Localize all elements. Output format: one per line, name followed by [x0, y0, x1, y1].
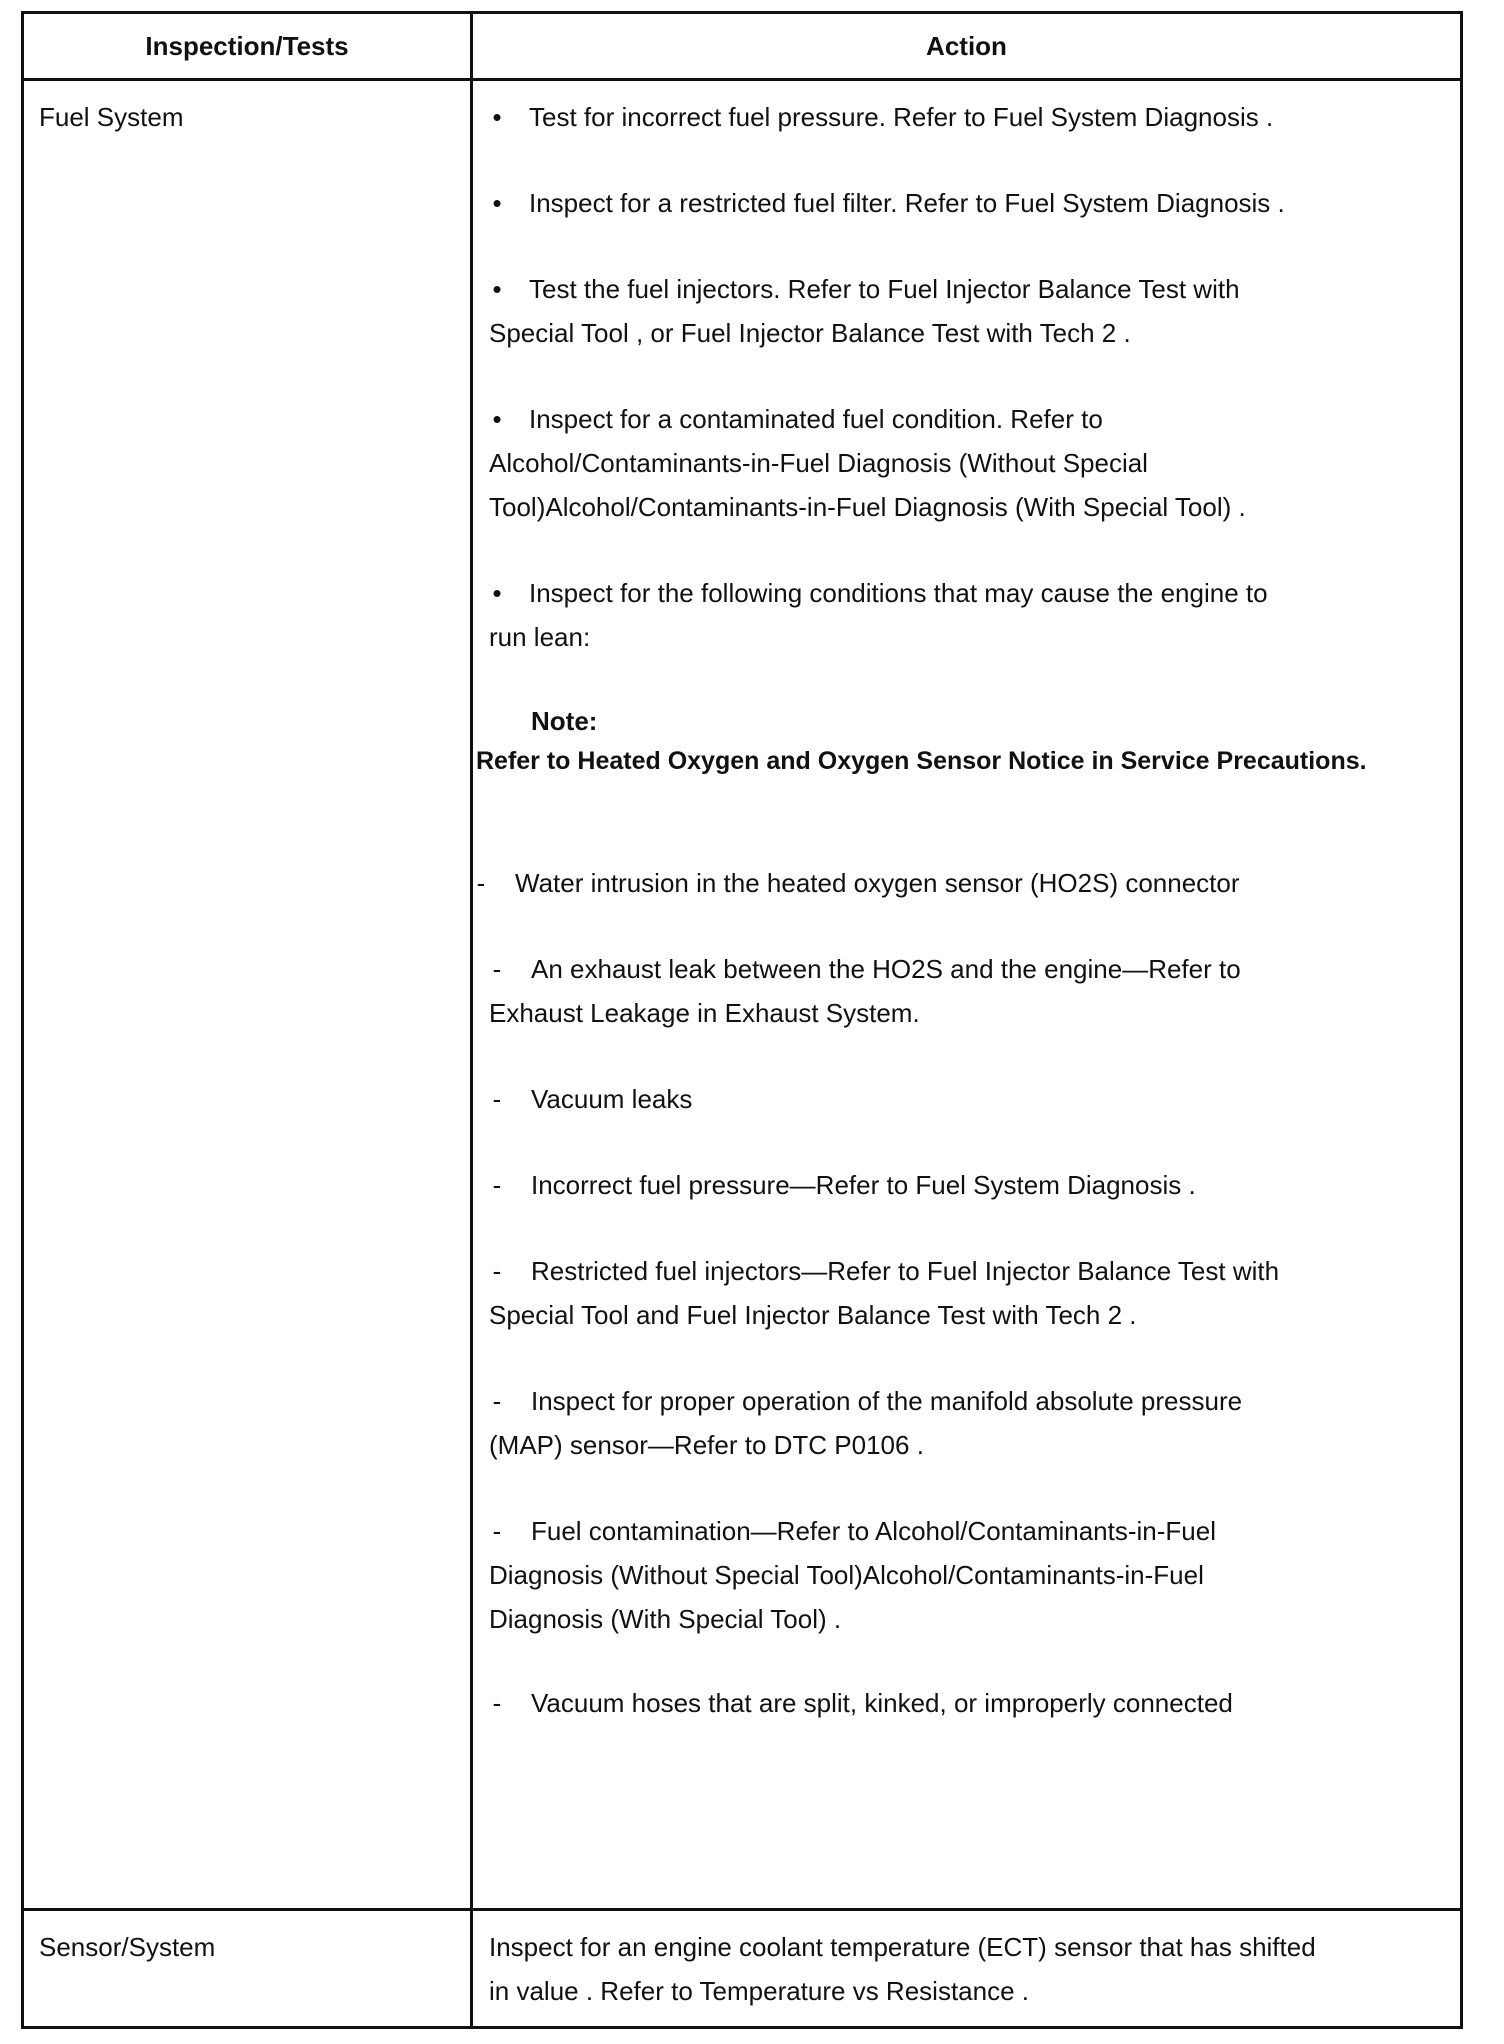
bullet-marker: • — [492, 188, 502, 218]
bullet-text: Test the fuel injectors. Refer to Fuel Injector Balance Test with — [529, 274, 1240, 304]
sensor-system-text: Inspect for an engine coolant temperature (ECT) sensor that has shifted — [489, 1932, 1316, 1962]
row-divider — [21, 1908, 1463, 1911]
condition-text-continuation: Special Tool and Fuel Injector Balance Test with Tech 2 . — [489, 1300, 1137, 1330]
table-top-border — [21, 11, 1463, 14]
dash-marker: - — [492, 1256, 502, 1286]
row-label-fuel-system: Fuel System — [39, 102, 184, 132]
table-right-border — [1460, 11, 1463, 2029]
dash-marker: - — [492, 1084, 502, 1114]
condition-text-continuation: Exhaust Leakage in Exhaust System. — [489, 998, 920, 1028]
column-divider — [470, 11, 473, 2029]
bullet-text-continuation: Tool)Alcohol/Contaminants-in-Fuel Diagnosis (With Special Tool) . — [489, 492, 1246, 522]
bullet-text: Inspect for a contaminated fuel condition. Refer to — [529, 404, 1103, 434]
condition-text: Restricted fuel injectors—Refer to Fuel Injector Balance Test with — [531, 1256, 1280, 1286]
bullet-text: Inspect for a restricted fuel filter. Refer to Fuel System Diagnosis . — [529, 188, 1285, 218]
condition-text: Fuel contamination—Refer to Alcohol/Contaminants-in-Fuel — [531, 1516, 1217, 1546]
condition-text: Inspect for proper operation of the manifold absolute pressure — [531, 1386, 1243, 1416]
dash-marker: - — [492, 1170, 502, 1200]
bullet-marker: • — [492, 578, 502, 608]
condition-text-continuation: Diagnosis (With Special Tool) . — [489, 1604, 842, 1634]
header-inspection-tests: Inspection/Tests — [145, 31, 349, 61]
bullet-marker: • — [492, 102, 502, 132]
dash-marker: - — [492, 1516, 502, 1546]
header-bottom-border — [21, 78, 1463, 81]
bullet-text-continuation: Alcohol/Contaminants-in-Fuel Diagnosis (Without Special — [489, 448, 1148, 478]
bullet-marker: • — [492, 274, 502, 304]
bullet-text-continuation: Special Tool , or Fuel Injector Balance Test with Tech 2 . — [489, 318, 1131, 348]
bullet-marker: • — [492, 404, 502, 434]
sensor-system-text-continuation: in value . Refer to Temperature vs Resistance . — [489, 1976, 1029, 2006]
note-title: Note: — [531, 706, 598, 736]
header-action: Action — [926, 31, 1007, 61]
dash-marker: - — [492, 954, 502, 984]
bullet-text: Inspect for the following conditions that may cause the engine to — [529, 578, 1268, 608]
table-left-border — [21, 11, 24, 2029]
condition-text: An exhaust leak between the HO2S and the engine—Refer to — [531, 954, 1241, 984]
dash-marker: - — [492, 1386, 502, 1416]
condition-text: Incorrect fuel pressure—Refer to Fuel System Diagnosis . — [531, 1170, 1196, 1200]
condition-text-continuation: Diagnosis (Without Special Tool)Alcohol/Contaminants-in-Fuel — [489, 1560, 1204, 1590]
condition-text: Vacuum hoses that are split, kinked, or improperly connected — [531, 1688, 1233, 1718]
condition-text: Vacuum leaks — [531, 1084, 693, 1114]
condition-text-continuation: (MAP) sensor—Refer to DTC P0106 . — [489, 1430, 924, 1460]
bullet-text-continuation: run lean: — [489, 622, 591, 652]
condition-text: Water intrusion in the heated oxygen sensor (HO2S) connector — [515, 868, 1240, 898]
table-bottom-border — [21, 2026, 1463, 2029]
bullet-text: Test for incorrect fuel pressure. Refer to Fuel System Diagnosis . — [529, 102, 1274, 132]
dash-marker: - — [492, 1688, 502, 1718]
dash-marker: - — [476, 868, 486, 898]
row-label-sensor-system: Sensor/System — [39, 1932, 216, 1962]
note-text: Refer to Heated Oxygen and Oxygen Sensor Notice in Service Precautions. — [476, 747, 1367, 775]
